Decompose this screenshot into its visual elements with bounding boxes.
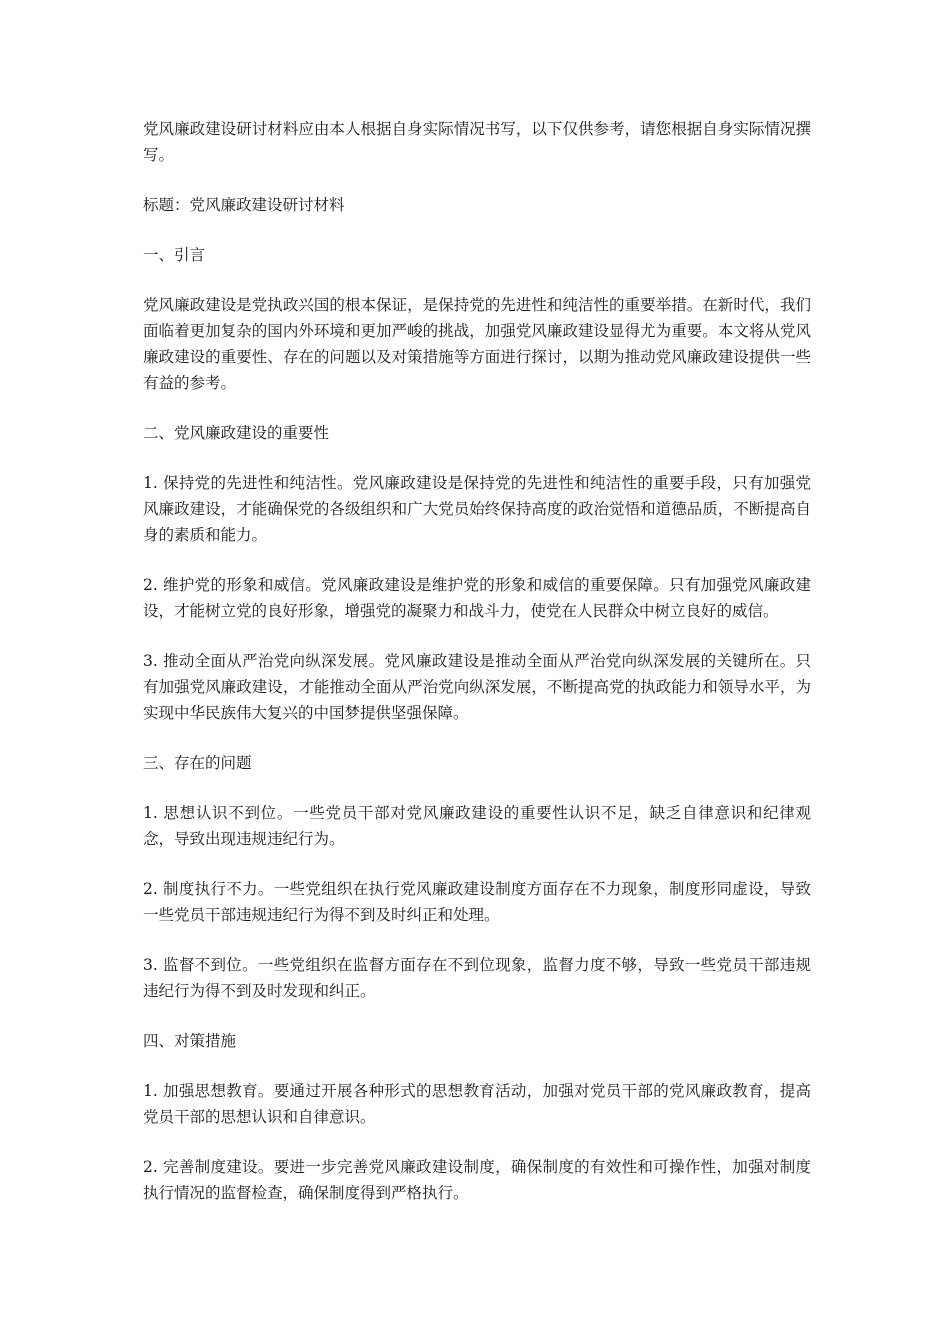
section-heading-importance: 二、党风廉政建设的重要性	[143, 424, 330, 442]
measures-paragraph-1: 1. 加强思想教育。要通过开展各种形式的思想教育活动，加强对党员干部的党风廉政教育，提高党员干部的思想认识和自律意识。	[143, 1082, 811, 1126]
intro-note: 党风廉政建设研讨材料应由本人根据自身实际情况书写，以下仅供参考，请您根据自身实际情况撰写。	[143, 120, 811, 164]
section-heading-measures: 四、对策措施	[143, 1032, 237, 1050]
problems-paragraph-2: 2. 制度执行不力。一些党组织在执行党风廉政建设制度方面存在不力现象，制度形同虚设，导致一些党员干部违规违纪行为得不到及时纠正和处理。	[143, 880, 811, 924]
importance-paragraph-2: 2. 维护党的形象和威信。党风廉政建设是维护党的形象和威信的重要保障。只有加强党风廉政建设，才能树立党的良好形象，增强党的凝聚力和战斗力，使党在人民群众中树立良好的威信。	[143, 576, 811, 620]
document-body	[143, 116, 811, 1230]
importance-paragraph-1: 1. 保持党的先进性和纯洁性。党风廉政建设是保持党的先进性和纯洁性的重要手段，只有加强党风廉政建设，才能确保党的各级组织和广大党员始终保持高度的政治觉悟和道德品质，不断提高自身的素质和能力。	[143, 474, 811, 544]
importance-paragraph-3: 3. 推动全面从严治党向纵深发展。党风廉政建设是推动全面从严治党向纵深发展的关键所在。只有加强党风廉政建设，才能推动全面从严治党向纵深发展，不断提高党的执政能力和领导水平，为实现中华民族伟大复兴的中国梦提供坚强保障。	[143, 652, 811, 722]
section-heading-problems: 三、存在的问题	[143, 754, 252, 772]
measures-paragraph-2: 2. 完善制度建设。要进一步完善党风廉政建设制度，确保制度的有效性和可操作性，加强对制度执行情况的监督检查，确保制度得到严格执行。	[143, 1158, 811, 1202]
problems-paragraph-1: 1. 思想认识不到位。一些党员干部对党风廉政建设的重要性认识不足，缺乏自律意识和纪律观念，导致出现违规违纪行为。	[143, 804, 811, 848]
problems-paragraph-3: 3. 监督不到位。一些党组织在监督方面存在不到位现象，监督力度不够，导致一些党员干部违规违纪行为得不到及时发现和纠正。	[143, 956, 811, 1000]
intro-paragraph: 党风廉政建设是党执政兴国的根本保证，是保持党的先进性和纯洁性的重要举措。在新时代，我们面临着更加复杂的国内外环境和更加严峻的挑战，加强党风廉政建设显得尤为重要。本文将从党风廉政建设的重要性、存在的问题以及对策措施等方面进行探讨，以期为推动党风廉政建设提供一些有益的参考。	[143, 296, 811, 392]
section-heading-intro: 一、引言	[143, 246, 206, 264]
title-line: 标题：党风廉政建设研讨材料	[143, 196, 345, 214]
